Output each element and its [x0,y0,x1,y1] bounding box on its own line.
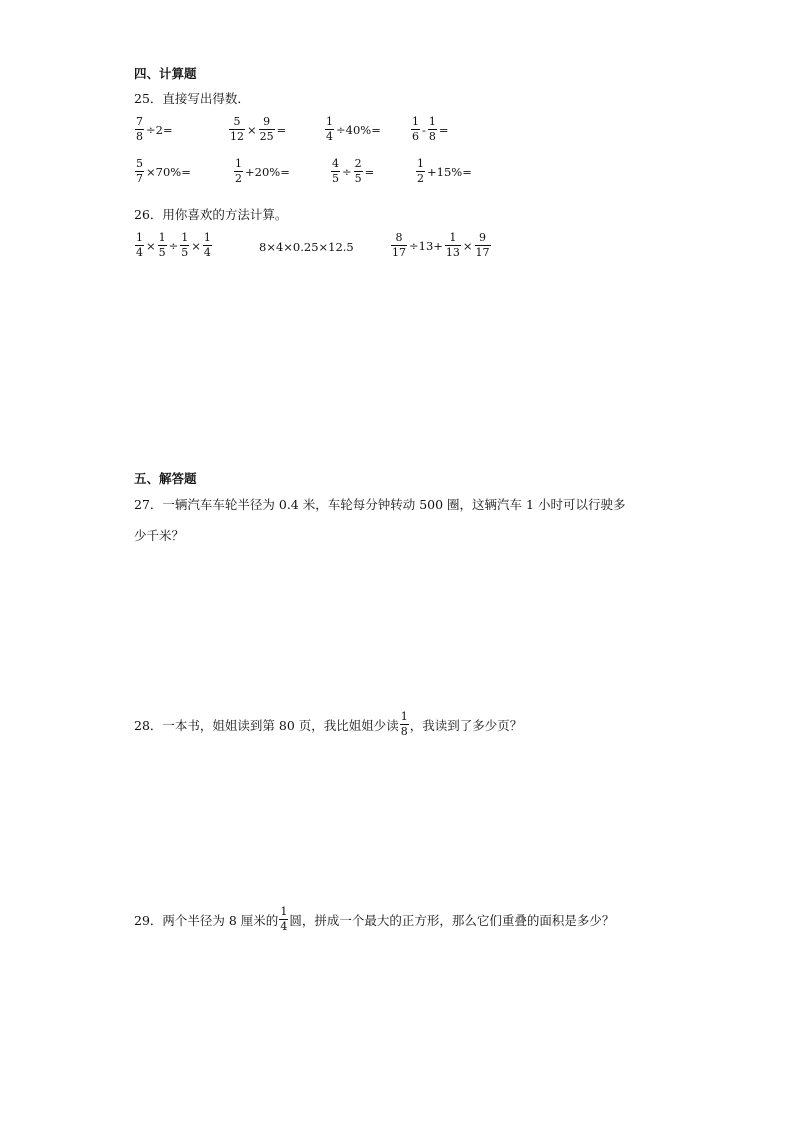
operator: ÷2= [146,122,173,137]
question-28-text-before: 28．一本书，姐姐读到第 80 页，我比姐姐少读 [134,717,399,733]
denominator: 8 [400,725,408,738]
q25-item-5 [134,158,192,185]
denominator: 5 [354,172,362,185]
fraction [325,116,334,143]
section-title-calculation: 四、计算题 [134,66,197,81]
question-27-line-2: 少千米？ [134,528,185,543]
denominator: 5 [181,246,189,259]
operator: × [146,238,156,253]
fraction [259,116,275,143]
denominator: 17 [392,246,406,259]
denominator: 25 [259,130,274,143]
numerator: 5 [136,157,143,170]
operator: ÷ [342,164,352,179]
fraction [135,158,144,185]
denominator: 2 [235,172,242,185]
fraction [135,116,144,143]
numerator: 1 [158,231,166,244]
fraction [391,232,407,259]
numerator: 9 [263,115,271,128]
numerator: 1 [400,710,408,723]
fraction [158,232,167,259]
numerator: 7 [136,115,143,128]
q25-item-3 [324,116,382,143]
q25-item-7 [330,158,375,185]
denominator: 5 [332,172,339,185]
question-28 [134,711,522,738]
fraction [135,232,144,259]
denominator: 13 [445,246,460,259]
question-29-text-before: 29．两个半径为 8 厘米的 [134,912,279,928]
operator: +15%= [427,164,472,179]
operator: = [364,164,375,179]
denominator: 4 [326,130,333,143]
operator: = [276,122,287,137]
denominator: 7 [136,172,143,185]
q25-item-6 [233,158,291,185]
fraction [279,906,288,933]
numerator: 1 [449,231,457,244]
operator: ×70%= [146,164,191,179]
numerator: 5 [233,115,241,128]
question-28-text-after: ，我读到了多少页？ [409,717,523,733]
fraction [331,158,340,185]
numerator: 1 [280,905,288,918]
denominator: 8 [136,130,143,143]
q26-expression-1 [134,232,213,259]
question-27-line-1: 27．一辆汽车车轮半径为 0.4 米，车轮每分钟转动 500 圈，这辆汽车 1 小时可以行驶多 [134,497,626,512]
operator: ÷13+ [409,238,443,253]
fraction [234,158,243,185]
denominator: 5 [158,246,166,259]
operator: × [462,238,473,253]
numerator: 2 [354,157,362,170]
denominator: 4 [280,920,288,933]
operator: × [191,238,201,253]
operator: ÷ [168,238,179,253]
operator: ÷40%= [336,122,381,137]
numerator: 4 [332,157,339,170]
fraction [445,232,461,259]
operator: +20%= [245,164,290,179]
operator: - [422,122,426,137]
expression-text: 8×4×0.25×12.5 [259,240,354,254]
fraction [229,116,245,143]
numerator: 1 [235,157,242,170]
fraction [400,711,409,738]
denominator: 6 [412,130,419,143]
denominator: 4 [203,246,211,259]
section-title-solve: 五、解答题 [134,471,197,486]
operator: × [247,122,257,137]
numerator: 9 [479,231,487,244]
fraction [411,116,420,143]
q25-item-4 [410,116,450,143]
denominator: 8 [428,130,436,143]
numerator: 1 [412,115,419,128]
question-29-text-after: 圆，拼成一个最大的正方形，那么它们重叠的面积是多少？ [289,912,615,928]
q26-expression-2 [258,240,355,254]
numerator: 1 [428,115,436,128]
fraction [428,116,437,143]
fraction [203,232,212,259]
q25-item-2 [228,116,287,143]
fraction [416,158,425,185]
fraction [354,158,363,185]
fraction [475,232,491,259]
fraction [180,232,189,259]
q26-expression-3 [390,232,492,259]
question-26-title: 26．用你喜欢的方法计算。 [134,207,288,222]
denominator: 17 [475,246,490,259]
numerator: 8 [395,231,403,244]
denominator: 2 [417,172,424,185]
numerator: 1 [326,115,333,128]
question-25-title: 25．直接写出得数． [134,91,250,106]
numerator: 1 [181,231,189,244]
numerator: 1 [203,231,211,244]
operator: = [438,122,449,137]
denominator: 12 [230,130,244,143]
question-29 [134,906,614,933]
denominator: 4 [136,246,143,259]
q25-item-1 [134,116,174,143]
q25-item-8 [415,158,473,185]
numerator: 1 [417,157,424,170]
numerator: 1 [136,231,143,244]
